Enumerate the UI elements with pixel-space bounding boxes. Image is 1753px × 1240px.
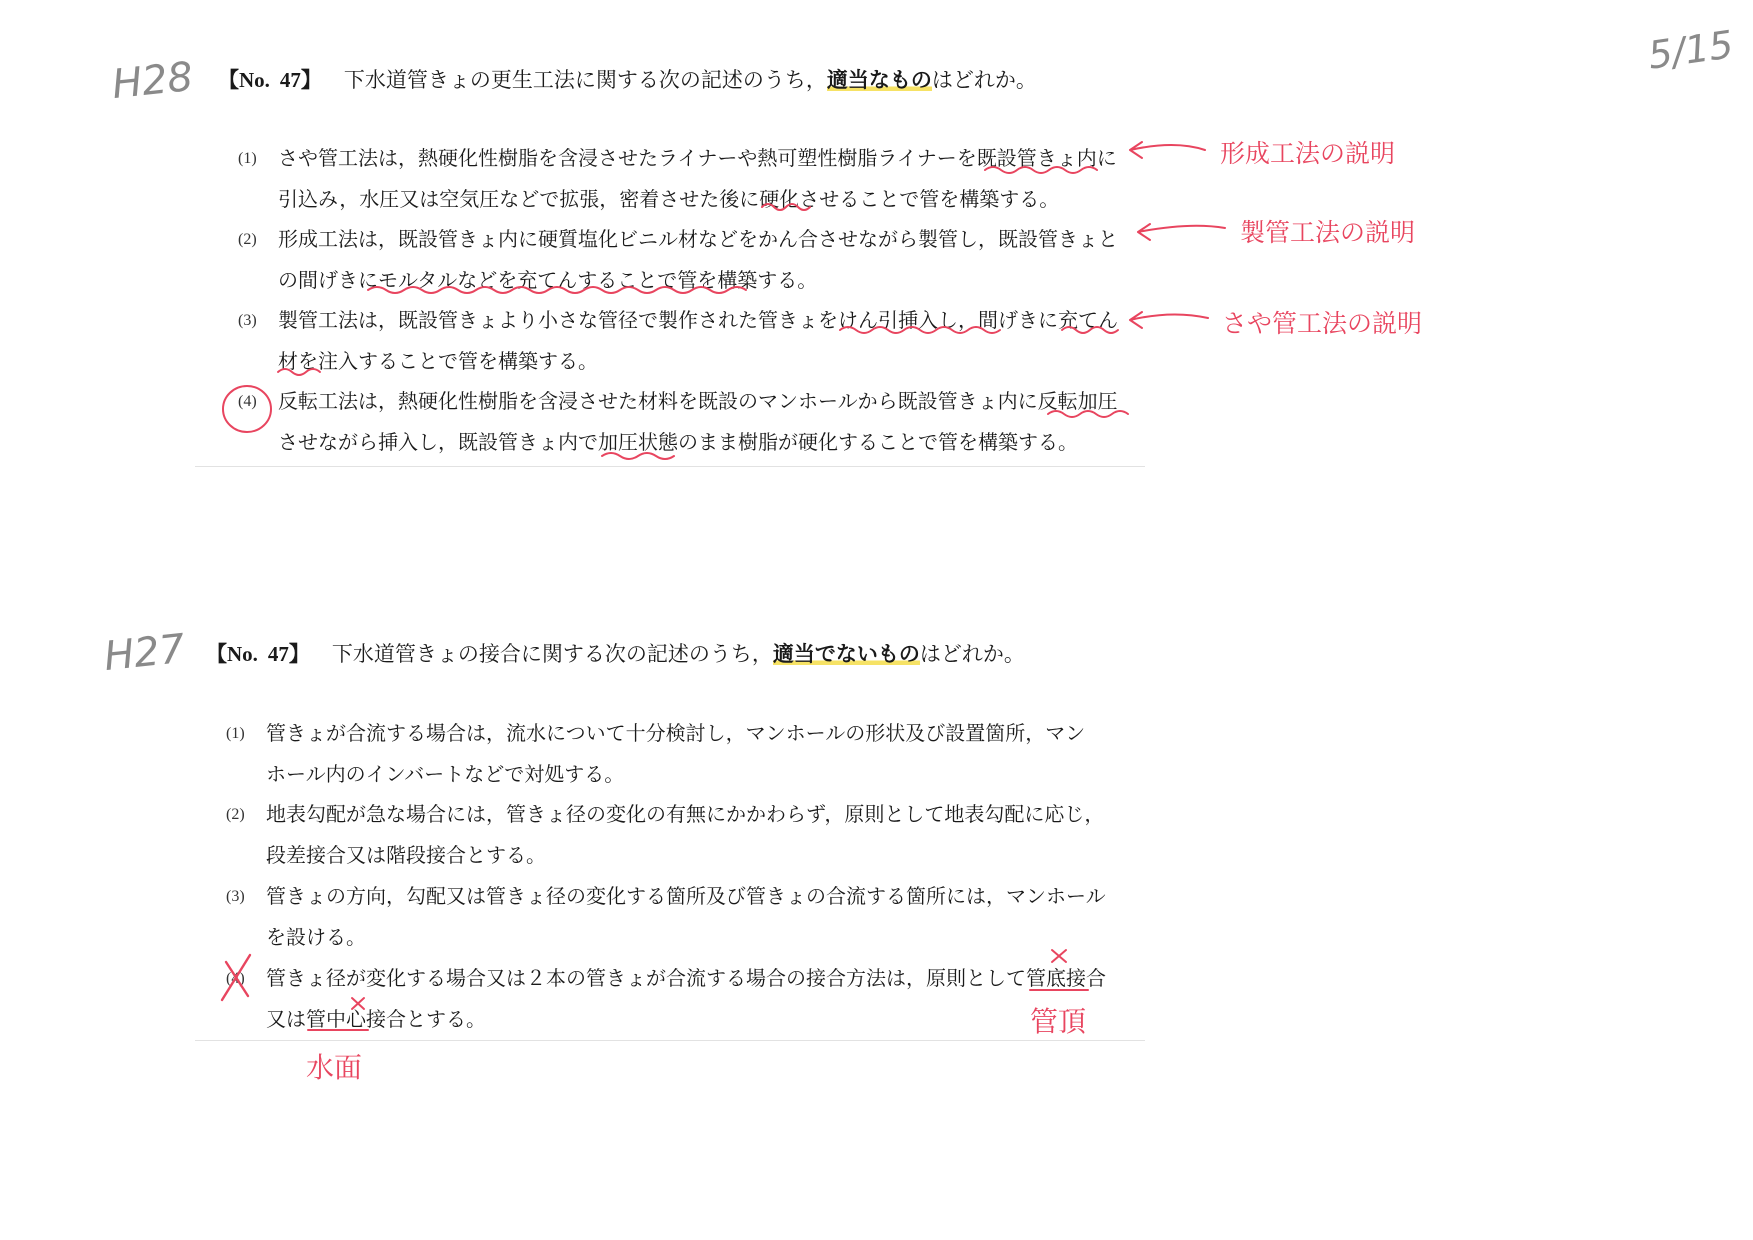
answer-circle [223,386,271,432]
choice-text-line: の間げきにモルタルなどを充てんすることで管を構築する。 [278,268,818,292]
wavy-underline [985,167,1097,173]
question-no-label: 【No. [218,68,270,92]
choice-text-line: 地表勾配が急な場合には，管きょ径の変化の有無にかかわらず，原則として地表勾配に応じ， [266,802,1105,826]
choice-text-line: 材を注入することで管を構築する。 [278,349,598,373]
choice-index: (3) [226,888,245,905]
choice-text-line: を設ける。 [266,925,366,949]
year-mark-h27: H27 [101,625,188,681]
correction-note: 水面 [306,1051,363,1084]
question-prompt: 下水道管きょの更生工法に関する次の記述のうち， [343,68,827,92]
wavy-underline [840,327,1000,333]
choice-index: (4) [238,393,257,410]
choice-text-line: 形成工法は，既設管きょ内に硬質塩化ビニル材などをかん合させながら製管し，既設管きょと [278,227,1118,251]
year-mark-h28: H28 [109,53,196,109]
choice-text-line: 段差接合又は階段接合とする。 [266,843,546,867]
cross-icon [222,955,250,1000]
wavy-underline [368,287,746,293]
annotation-note: 形成工法の説明 [1220,139,1396,168]
choice-index: (2) [226,806,245,823]
choice-index: (3) [238,312,257,329]
choice-text-line: ホール内のインバートなどで対処する。 [266,762,625,786]
x-mark-icon [352,998,364,1009]
choice-text-line: 管きょ径が変化する場合又は２本の管きょが合流する場合の接合方法は，原則として管底接合 [266,966,1106,990]
page-marker: 5/15 [1645,22,1736,78]
choice-index: (2) [238,231,257,248]
choice-text-line: 又は管中心接合とする。 [266,1007,486,1031]
question-no-number: 47】 [267,642,310,666]
correction-note: 管頂 [1030,1005,1087,1038]
wavy-underline [1062,327,1118,333]
wavy-underline [1048,411,1128,417]
wavy-underline [278,369,320,375]
choice-text-line: 製管工法は，既設管きょより小さな管径で製作された管きょをけん引挿入し，間げきに充てん [278,308,1118,332]
choice-text-line: させながら挿入し，既設管きょ内で加圧状態のまま樹脂が硬化することで管を構築する。 [278,430,1078,454]
choice-text-line: 管きょの方向，勾配又は管きょ径の変化する箇所及び管きょの合流する箇所には，マンホール [266,884,1106,908]
arrow-left-icon [1130,142,1205,158]
choice-index: (4) [226,970,245,987]
wavy-underline [602,453,674,459]
annotation-note: 製管工法の説明 [1240,218,1416,247]
question-prompt-end: はどれか。 [931,68,1037,92]
question-prompt: 下水道管きょの接合に関する次の記述のうち， [331,642,773,666]
wavy-underline [762,204,810,210]
choice-index: (1) [238,150,257,167]
choice-text-line: 引込み，水圧又は空気圧などで拡張，密着させた後に硬化させることで管を構築する。 [278,187,1060,211]
question-prompt-highlight: 適当でないもの [772,641,920,666]
question-prompt-highlight: 適当なもの [826,67,932,92]
arrow-left-icon [1138,224,1225,240]
annotation-note: さや管工法の説明 [1222,309,1423,338]
question-prompt-end: はどれか。 [919,642,1025,666]
arrow-left-icon [1130,312,1208,328]
x-mark-icon [1052,950,1066,962]
choice-text-line: 管きょが合流する場合は，流水について十分検討し，マンホールの形状及び設置箇所，マン [266,721,1086,745]
question-no-number: 47】 [279,68,322,92]
choice-text-line: さや管工法は，熱硬化性樹脂を含浸させたライナーや熱可塑性樹脂ライナーを既設管きょ内に [278,146,1117,170]
choice-text-line: 反転工法は，熱硬化性樹脂を含浸させた材料を既設のマンホールから既設管きょ内に反転加圧 [278,389,1118,413]
choice-index: (1) [226,725,245,742]
question-no-label: 【No. [206,642,258,666]
